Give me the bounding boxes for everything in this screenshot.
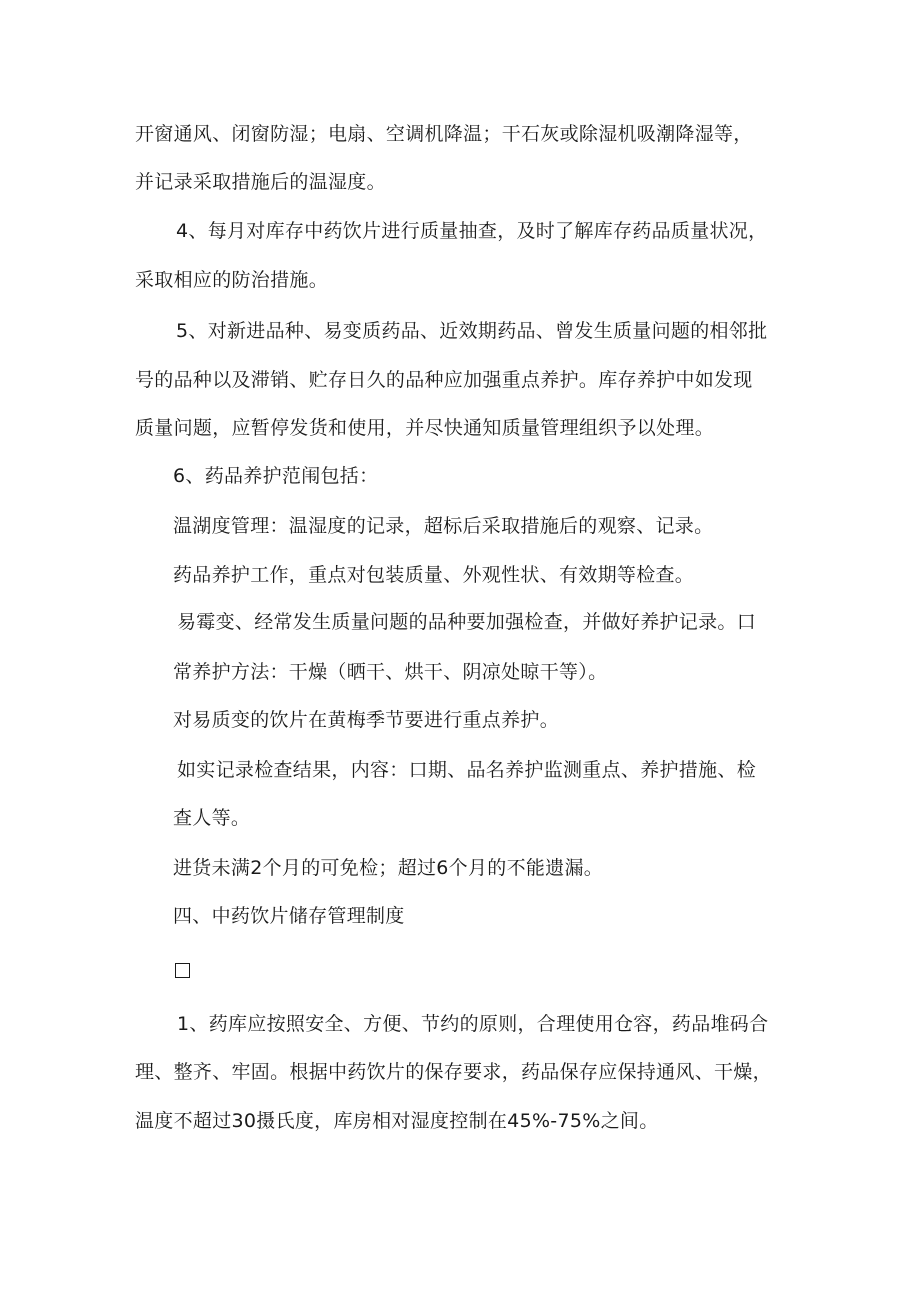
text-line: 温湖度管理：温湿度的记录，超标后采取措施后的观察、记录。 xyxy=(173,515,714,537)
checkbox-icon xyxy=(175,963,190,978)
text-line: 温度不超过30摄氏度，库房相对湿度控制在45%-75%之间。 xyxy=(135,1110,659,1132)
text-line: 采取相应的防治措施。 xyxy=(135,269,329,291)
text-line: 进货未满2个月的可免检；超过6个月的不能遗漏。 xyxy=(173,857,604,879)
text-line: 易霉变、经常发生质量问题的品种要加强检查，并做好养护记录。口 xyxy=(177,611,757,633)
text-line: 4、每月对库存中药饮片进行质量抽查，及时了解库存药品质量状况， xyxy=(176,220,768,242)
text-line: 常养护方法：干燥（晒干、烘干、阴凉处晾干等）。 xyxy=(173,661,608,683)
text-line: 并记录采取措施后的温湿度。 xyxy=(135,171,386,193)
text-line: 1、药库应按照安全、方便、节约的原则，合理使用仓容，药品堆码合 xyxy=(177,1013,769,1035)
text-line: 开窗通风、闭窗防湿；电扇、空调机降温；干石灰或除湿机吸潮降湿等， xyxy=(135,123,753,145)
text-line: 如实记录检查结果，内容：口期、品名养护监测重点、养护措施、检 xyxy=(177,759,757,781)
text-line: 6、药品养护范闱包括： xyxy=(173,465,379,487)
text-line: 查人等。 xyxy=(173,807,251,829)
text-line: 理、整齐、牢固。根据中药饮片的保存要求，药品保存应保持通风、干燥， xyxy=(135,1061,772,1083)
text-line: 5、对新进品种、易变质药品、近效期药品、曾发生质量问题的相邻批 xyxy=(176,320,768,342)
text-line: 质量问题，应暂停发货和使用，并尽快通知质量管理组织予以处理。 xyxy=(135,417,715,439)
text-line: 对易质变的饮片在黄梅季节要进行重点养护。 xyxy=(173,709,560,731)
text-line: 号的品种以及滞销、贮存日久的品种应加强重点养护。库存养护中如发现 xyxy=(135,369,753,391)
text-line: 药品养护工作，重点对包装质量、外观性状、有效期等检查。 xyxy=(173,564,695,586)
section-heading: 四、中药饮片储存管理制度 xyxy=(173,905,405,927)
